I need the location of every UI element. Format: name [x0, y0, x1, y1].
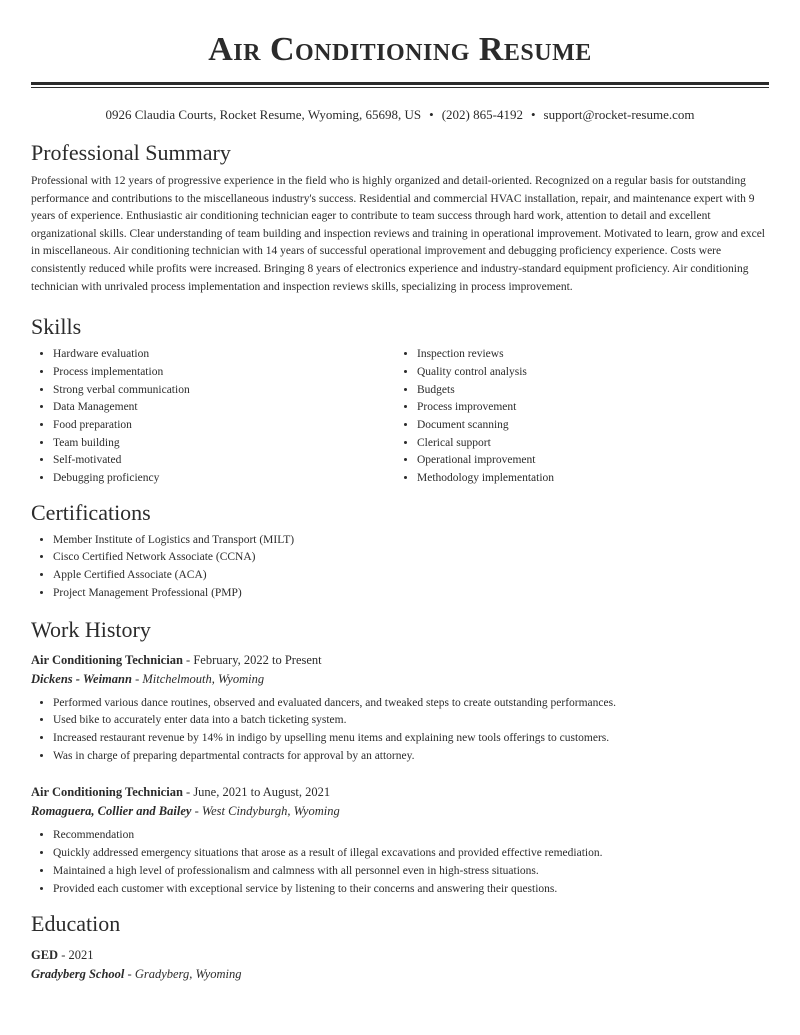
certification-item: • Cisco Certified Network Associate (CCNA) — [53, 549, 769, 567]
contact-separator: • — [429, 107, 434, 122]
skill-item: • Data Management — [53, 399, 395, 417]
contact-address: 0926 Claudia Courts, Rocket Resume, Wyoming, 65698, US — [105, 107, 422, 122]
education-entry — [31, 946, 769, 984]
contact-phone: (202) 865-4192 — [441, 107, 523, 122]
summary-text: Professional with 12 years of progressive experience in the field who is highly organized and detail-oriented. Recognized on a regular basis for outstanding performance and contributions to the miscellaneous industry's success. Residential and commercial HVAC installation, repair, and maintenance expert with 9 years of experience. Enthusiastic air conditioning technician eager to contribute to team success through hard work, attention to detail and excellent organizational skills. Clear understanding of team building and inspection reviews and training in operational improvement. Motivated to learn, grow and excel in miscellaneous. Air conditioning technician with 14 years of successful operational improvement and debugging proficiency experience. Costs were consistently reduced while profits were increased. Bringing 8 years of electronics experience and industry-standard equipment proficiency. Air conditioning technician with unrivaled process implementation and inspection reviews skills, specializing in process improvement. — [31, 175, 765, 293]
skill-item: • Debugging proficiency — [53, 470, 395, 488]
job-bullet: • Recommendation — [53, 827, 769, 845]
education-year: - 2021 — [58, 948, 94, 963]
skills-list-left — [31, 346, 395, 488]
skills-column-left — [31, 346, 395, 488]
skill-item: • Team building — [53, 435, 395, 453]
title-divider-thick — [31, 82, 769, 85]
job-bullets — [31, 827, 769, 898]
education-degree: GED — [31, 948, 59, 963]
certification-item: • Member Institute of Logistics and Transport (MILT) — [53, 532, 769, 550]
job-title-line — [31, 783, 769, 802]
contact-line — [31, 106, 769, 124]
title-divider-thin — [31, 87, 769, 88]
job-bullet: • Quickly addressed emergency situations that arose as a result of illegal excavations and provided effective remediation. — [53, 845, 769, 863]
skill-item: • Quality control analysis — [417, 364, 759, 382]
education-section — [31, 911, 769, 984]
job-bullet: • Used bike to accurately enter data into a batch ticketing system. — [53, 712, 769, 730]
job-company-line — [31, 670, 769, 689]
summary-heading: Professional Summary — [31, 140, 231, 165]
job-dates: - February, 2022 to Present — [182, 652, 322, 667]
job-bullet: • Performed various dance routines, observed and evaluated dancers, and tweaked steps to create outstanding performances. — [53, 695, 769, 713]
skill-item: • Hardware evaluation — [53, 346, 395, 364]
skill-item: • Strong verbal communication — [53, 382, 395, 400]
skill-item: • Budgets — [417, 382, 759, 400]
skill-item: • Process implementation — [53, 364, 395, 382]
work-history-section — [31, 617, 769, 899]
job-bullet: • Maintained a high level of professionalism and calmness with all personnel even in high-stress situations. — [53, 863, 769, 881]
summary-section — [31, 140, 769, 296]
skill-item: • Self-motivated — [53, 452, 395, 470]
education-degree-line — [31, 946, 769, 965]
job-company: Dickens - Weimann — [31, 671, 132, 686]
skills-columns — [31, 346, 769, 488]
skill-item: • Operational improvement — [417, 452, 759, 470]
job-bullet: • Increased restaurant revenue by 14% in indigo by upselling menu items and explaining new tools offerings to customers. — [53, 730, 769, 748]
contact-email[interactable]: support@rocket-resume.com — [543, 107, 695, 122]
job-title-line — [31, 651, 769, 670]
education-heading: Education — [31, 911, 121, 937]
certification-item: • Apple Certified Associate (ACA) — [53, 567, 769, 585]
skills-section — [31, 314, 769, 488]
job-bullet: • Provided each customer with exceptional service by listening to their concerns and answering their questions. — [53, 881, 769, 899]
job-title: Air Conditioning Technician — [31, 652, 183, 667]
skills-column-right — [395, 346, 759, 488]
skill-item: • Clerical support — [417, 435, 759, 453]
education-school-line — [31, 965, 769, 984]
education-location: - Gradyberg, Wyoming — [124, 967, 242, 982]
certifications-list — [31, 532, 769, 603]
job-bullets — [31, 695, 769, 766]
job-dates: - June, 2021 to August, 2021 — [182, 785, 331, 800]
certifications-section — [31, 500, 769, 603]
job-company-line — [31, 802, 769, 821]
certification-item: • Project Management Professional (PMP) — [53, 585, 769, 603]
job-location: - West Cindyburgh, Wyoming — [191, 804, 340, 819]
contact-separator: • — [530, 107, 536, 122]
skill-item: • Food preparation — [53, 417, 395, 435]
skill-item: • Methodology implementation — [417, 470, 759, 488]
skill-item: • Inspection reviews — [417, 346, 759, 364]
resume-title: Air Conditioning Resume — [208, 31, 592, 68]
skill-item: • Document scanning — [417, 417, 759, 435]
job-entry — [31, 651, 769, 766]
job-location: - Mitchelmouth, Wyoming — [131, 671, 265, 686]
job-bullet: • Was in charge of preparing departmental contracts for approval by an attorney. — [53, 748, 769, 766]
skill-item: • Process improvement — [417, 399, 759, 417]
certifications-heading: Certifications — [31, 499, 151, 525]
job-title: Air Conditioning Technician — [31, 785, 183, 800]
job-company: Romaguera, Collier and Bailey — [31, 804, 192, 819]
skills-heading: Skills — [31, 314, 82, 340]
work-history-heading: Work History — [31, 616, 151, 642]
education-school: Gradyberg School — [31, 967, 125, 982]
skills-list-right — [395, 346, 759, 488]
job-entry — [31, 783, 769, 898]
